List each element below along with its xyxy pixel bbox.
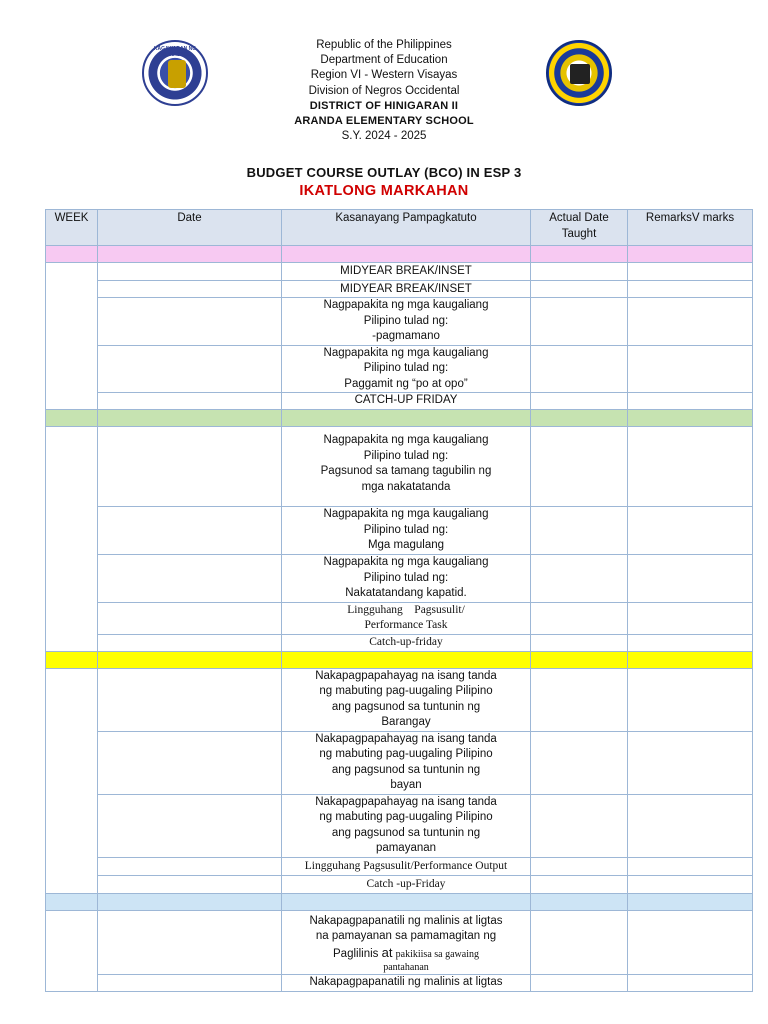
table-row: [46, 507, 753, 555]
competency-cell: Nakapagpapanatili ng malinis at ligtas: [282, 975, 531, 992]
table-row: [46, 731, 753, 794]
competency-cell: MIDYEAR BREAK/INSET: [282, 263, 531, 281]
table-row: [46, 393, 753, 410]
table-row: [46, 668, 753, 731]
table-row: [46, 345, 753, 393]
competency-cell: MIDYEAR BREAK/INSET: [282, 281, 531, 298]
bco-table: [45, 209, 753, 992]
header-remarks: RemarksV marks: [628, 210, 753, 246]
competency-cell: Lingguhang Pagsusulit/ Performance Task: [282, 602, 531, 634]
competency-cell: Catch-up-friday: [282, 634, 531, 651]
competency-cell: Nakapagpapahayag na isang tanda ng mabuting pag-uugaling Pilipino ang pagsunod sa tuntunin ng bayan: [282, 731, 531, 794]
competency-cell: Nakapagpapanatili ng malinis at ligtas na pamayanan sa pamamagitan ng Paglilinis at pakikiisa sa gawaing pantahanan: [282, 910, 531, 975]
competency-cell: Nagpapakita ng mga kaugaliang Pilipino tulad ng: Paggamit ng “po at opo”: [282, 345, 531, 393]
week-separator-row: [46, 651, 753, 668]
competency-cell: CATCH-UP FRIDAY: [282, 393, 531, 410]
table-row: [46, 298, 753, 346]
competency-cell: Nakapagpapahayag na isang tanda ng mabuting pag-uugaling Pilipino ang pagsunod sa tuntunin ng pamayanan: [282, 794, 531, 857]
header-line-1: Republic of the Philippines: [316, 39, 452, 51]
table-row: [46, 602, 753, 634]
table-header-row: [46, 210, 753, 246]
header-line-2: Department of Education: [320, 54, 448, 67]
header-competency: Kasanayang Pampagkatuto: [282, 210, 531, 246]
document-subtitle: IKATLONG MARKAHAN: [299, 183, 469, 199]
school-name: ARANDA ELEMENTARY SCHOOL: [294, 115, 474, 128]
header-line-4: Division of Negros Occidental: [308, 84, 460, 97]
header-line-3: Region VI - Western Visayas: [310, 69, 458, 82]
competency-cell: Nagpapakita ng mga kaugaliang Pilipino tulad ng: Nakatatandang kapatid.: [282, 555, 531, 603]
week-separator-row: [46, 410, 753, 427]
table-row: [46, 555, 753, 603]
competency-cell: Lingguhang Pagsusulit/Performance Output: [282, 857, 531, 875]
competency-cell: Nakapagpapahayag na isang tanda ng mabuting pag-uugaling Pilipino ang pagsunod sa tuntunin ng Barangay: [282, 668, 531, 731]
competency-cell: Catch -up-Friday: [282, 875, 531, 893]
deped-seal-text: KAGAWARAN NG EDUKASYON: [153, 46, 197, 58]
header-week: WEEK: [46, 210, 98, 246]
document-header: [0, 38, 768, 144]
table-row: [46, 875, 753, 893]
table-row: [46, 281, 753, 298]
table-row: [46, 263, 753, 281]
competency-cell: Nagpapakita ng mga kaugaliang Pilipino tulad ng: Mga magulang: [282, 507, 531, 555]
week-separator-row: [46, 246, 753, 263]
table-row: [46, 427, 753, 507]
table-row: [46, 975, 753, 992]
school-year: S.Y. 2024 - 2025: [341, 130, 427, 143]
competency-cell: Nagpapakita ng mga kaugaliang Pilipino tulad ng: -pagmamano: [282, 298, 531, 346]
header-date: Date: [98, 210, 282, 246]
week-separator-row: [46, 893, 753, 910]
table-row: [46, 634, 753, 651]
district-name: DISTRICT OF HINIGARAN II: [309, 99, 459, 112]
competency-cell: Nagpapakita ng mga kaugaliang Pilipino tulad ng: Pagsunod sa tamang tagubilin ng mga nakatatanda: [282, 427, 531, 507]
table-row: [46, 794, 753, 857]
document-title: BUDGET COURSE OUTLAY (BCO) IN ESP 3: [246, 165, 522, 180]
table-row: [46, 857, 753, 875]
header-actual-date: Actual Date Taught: [531, 210, 628, 246]
table-row: [46, 910, 753, 975]
